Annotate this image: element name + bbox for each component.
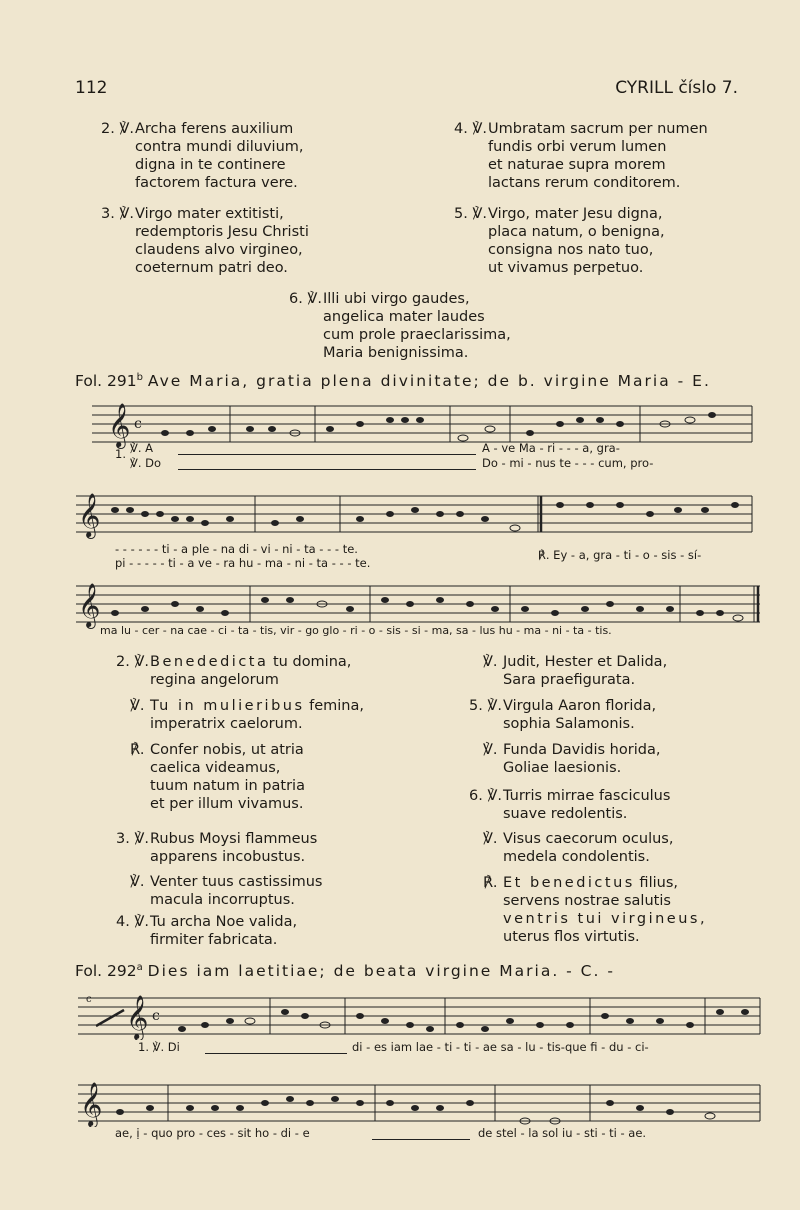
chant1-verse-5b: ℣. Funda Davidis horida, Goliae laesionis.: [483, 742, 661, 776]
chant2-sys2-b: de stel - la sol iu - sti - ti - ae.: [478, 1126, 647, 1140]
svg-text:𝄞: 𝄞: [78, 583, 101, 627]
chant1-sys3: ma lu - cer - na cae - ci - ta - tis, vir - go glo - ri - o - sis - si - ma, sa - lus hu - ma - ni - ta - tis.: [100, 624, 612, 637]
chant1-verse-6r: ℟. Et benedictus filius, servens nostrae salutis ventris tui virgineus, uterus flos virtutis.: [483, 875, 708, 945]
chant1-sys1-b-end: Do - mi - nus te - - - cum, pro-: [482, 456, 654, 470]
chant1-verse-3: 3. ℣. Rubus Moysi flammeus apparens incobustus.: [116, 831, 318, 865]
chant1-verse-2: 2. ℣. Benededicta tu domina, regina angelorum: [116, 654, 352, 688]
chant1-sys1-a: ℣. A: [130, 441, 154, 455]
running-title: CYRILL číslo 7.: [615, 78, 738, 98]
svg-text:𝄞: 𝄞: [126, 995, 149, 1039]
melisma-line: [372, 1139, 470, 1140]
melisma-line: [178, 469, 476, 470]
chant1-staff-2: [0, 488, 800, 540]
chant1-num: 1.: [115, 447, 126, 461]
chant1-sys2-resp: ℟. Ey - a, gra - ti - o - sis - sí-: [538, 548, 702, 562]
chant1-verse-5: 5. ℣. Virgula Aaron florida, sophia Salamonis.: [469, 698, 657, 732]
chant1-sys2-a: - - - - - - ti - a ple - na di - vi - ni - ta - - - te.: [115, 542, 358, 556]
page-number: 112: [75, 78, 108, 98]
chant1-verse-4: 4. ℣. Tu archa Noe valida, firmiter fabricata.: [116, 914, 298, 948]
melisma-line: [205, 1053, 347, 1054]
chant1-heading: Fol. 291$^b$ Ave Maria, gratia plena divinitate; de b. virgine Maria - E.: [75, 372, 711, 391]
melisma-line: [178, 454, 476, 455]
chant1-verse-6b: ℣. Visus caecorum oculus, medela condolentis.: [483, 831, 674, 865]
chant1-verse-2b: ℣. Tu in mulieribus femina, imperatrix caelorum.: [130, 698, 364, 732]
chant1-staff-1: [0, 398, 800, 450]
chant1-sys1-b: ℣. Do: [130, 456, 162, 470]
verse-2: 2. ℣. Archa ferens auxilium contra mundi diluvium, digna in te continere factorem factura vere.: [101, 121, 304, 191]
svg-text:c: c: [152, 1008, 160, 1024]
clef-mark: c: [86, 994, 92, 1005]
chant2-sys1-a: 1. ℣. Di: [138, 1040, 180, 1054]
verse-5: 5. ℣. Virgo, mater Jesu digna, placa natum, o benigna, consigna nos nato tuo, ut vivamus perpetuo.: [454, 206, 665, 276]
svg-text:c: c: [134, 416, 142, 432]
verse-4: 4. ℣. Umbratam sacrum per numen fundis orbi verum lumen et naturae supra morem lactans rerum conditorem.: [454, 121, 708, 191]
chant1-sys2-b: pi - - - - - ti - a ve - ra hu - ma - ni - ta - - - te.: [115, 556, 371, 570]
svg-text:𝄞: 𝄞: [108, 403, 131, 447]
chant1-verse-4b: ℣. Judit, Hester et Dalida, Sara praefigurata.: [483, 654, 668, 688]
verse-6: 6. ℣. Illi ubi virgo gaudes, angelica mater laudes cum prole praeclarissima, Maria benignissima.: [289, 291, 511, 361]
chant2-sys2-a: ae, ị - quo pro - ces - sit ho - di - e: [115, 1126, 310, 1140]
chant1-staff-3: [0, 578, 800, 630]
chant1-verse-6: 6. ℣. Turris mirrae fasciculus suave redolentis.: [469, 788, 671, 822]
verse-3: 3. ℣. Virgo mater extitisti, redemptoris Jesu Christi claudens alvo virgineo, coeternum patri deo.: [101, 206, 309, 276]
chant2-heading: Fol. 292$^a$ Dies iam laetitiae; de beata virgine Maria. - C. -: [75, 962, 615, 981]
svg-text:𝄞: 𝄞: [80, 1082, 103, 1126]
chant2-staff-1: [0, 988, 800, 1040]
chant2-staff-2: [0, 1075, 800, 1127]
chant2-sys1-b: di - es iam lae - ti - ti - ae sa - lu - tis-que fi - du - ci-: [352, 1040, 649, 1054]
chant1-verse-3b: ℣. Venter tuus castissimus macula incorruptus.: [130, 874, 323, 908]
chant1-sys1-a-end: A - ve Ma - ri - - - a, gra-: [482, 441, 620, 455]
svg-text:𝄞: 𝄞: [78, 493, 101, 537]
chant1-verse-2r: ℟. Confer nobis, ut atria caelica videamus, tuum natum in patria et per illum vivamus.: [130, 742, 305, 812]
